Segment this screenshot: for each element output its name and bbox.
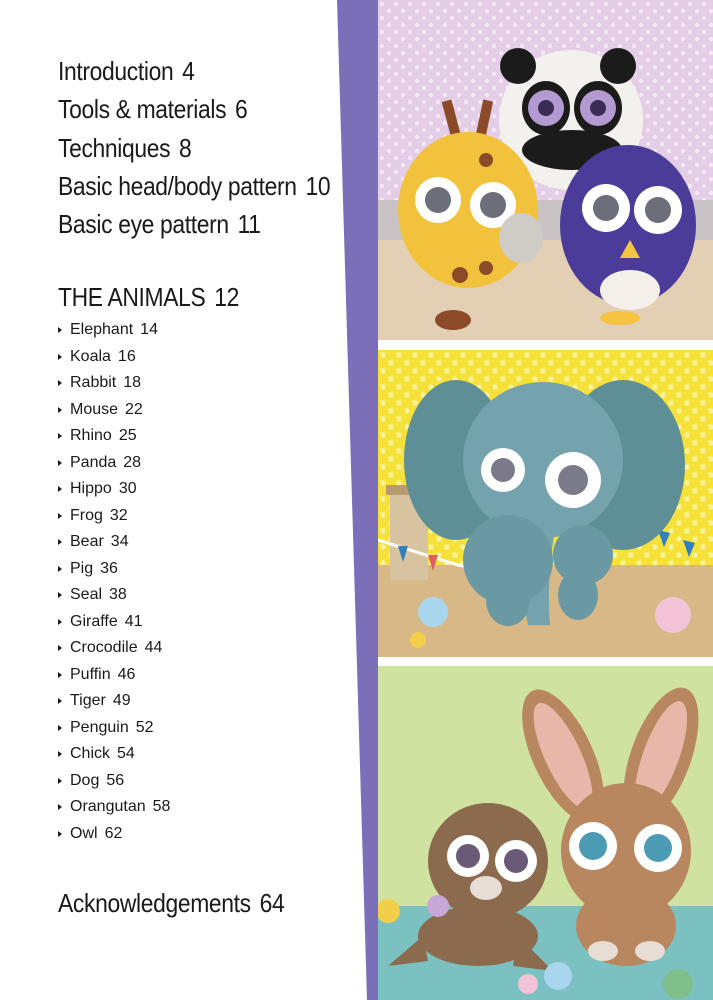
- toc-entry-techniques[interactable]: [58, 133, 191, 163]
- animal-list-item[interactable]: [58, 400, 170, 427]
- animal-title: Penguin: [70, 718, 129, 736]
- animal-page: 41: [124, 612, 143, 630]
- bullet-icon: [58, 354, 62, 360]
- animal-list: [58, 320, 170, 850]
- animal-list-item[interactable]: [58, 585, 170, 612]
- bullet-icon: [58, 433, 62, 439]
- toc-entry-tools-materials[interactable]: [58, 94, 247, 124]
- animal-page: 56: [106, 771, 125, 789]
- animal-title: Chick: [70, 745, 111, 762]
- animal-list-item[interactable]: [58, 744, 170, 771]
- animal-page: 49: [112, 692, 131, 709]
- animal-page: 34: [110, 533, 129, 550]
- animal-list-item[interactable]: [58, 532, 170, 559]
- animal-title: Puffin: [70, 665, 111, 683]
- animal-title: Pig: [70, 559, 94, 577]
- toc-entry-title: Techniques: [58, 133, 171, 163]
- bullet-icon: [58, 566, 62, 572]
- bullet-icon: [58, 619, 62, 625]
- animal-list-item[interactable]: [58, 479, 170, 506]
- animal-page: 54: [117, 745, 135, 762]
- toc-entry-basic-head-body[interactable]: [58, 171, 330, 201]
- toc-entry-page: 6: [235, 94, 248, 124]
- toc-section-the-animals[interactable]: [58, 282, 239, 312]
- animal-list-item[interactable]: [58, 824, 170, 851]
- animal-page: 30: [118, 480, 137, 497]
- animal-list-item[interactable]: [58, 718, 170, 745]
- toc-entry-page: 11: [237, 209, 261, 239]
- animal-title: Seal: [70, 586, 103, 603]
- animal-list-item[interactable]: [58, 797, 170, 824]
- toc-entry-page: 4: [182, 56, 195, 86]
- bullet-icon: [58, 513, 62, 519]
- animal-title: Koala: [70, 347, 111, 365]
- animal-list-item[interactable]: [58, 771, 170, 798]
- animal-list-item[interactable]: [58, 426, 170, 453]
- animal-title: Crocodile: [70, 639, 138, 656]
- bullet-icon: [58, 672, 62, 678]
- toc-section-title: THE ANIMALS: [58, 282, 206, 312]
- animal-title: Orangutan: [70, 798, 146, 815]
- panda-giraffe-penguin-photo: [378, 0, 713, 340]
- toc-entry-title: Basic eye pattern: [58, 209, 229, 239]
- animal-page: 22: [125, 400, 143, 418]
- animal-title: Rhino: [70, 427, 112, 444]
- animal-page: 44: [144, 639, 163, 656]
- bullet-icon: [58, 645, 62, 651]
- bullet-icon: [58, 725, 62, 731]
- animal-list-item[interactable]: [58, 691, 170, 718]
- toc-entry-title: Tools & materials: [58, 94, 227, 124]
- animal-list-item[interactable]: [58, 373, 170, 400]
- animal-page: 25: [118, 427, 137, 444]
- animal-list-item[interactable]: [58, 320, 170, 347]
- animal-list-item[interactable]: [58, 453, 170, 480]
- bullet-icon: [58, 804, 62, 810]
- animal-list-item[interactable]: [58, 665, 170, 692]
- animal-page: 46: [117, 665, 136, 683]
- toc-entry-page: 64: [259, 888, 285, 918]
- bullet-icon: [58, 539, 62, 545]
- bullet-icon: [58, 460, 62, 466]
- animal-page: 38: [109, 586, 127, 603]
- animal-page: 58: [152, 798, 171, 815]
- toc-entry-introduction[interactable]: [58, 56, 195, 86]
- toc-entry-basic-eye[interactable]: [58, 209, 261, 239]
- bullet-icon: [58, 778, 62, 784]
- animal-list-item[interactable]: [58, 347, 170, 374]
- animal-page: 52: [135, 718, 154, 736]
- bullet-icon: [58, 831, 62, 837]
- animal-page: 16: [117, 347, 136, 365]
- toc-entry-page: 8: [179, 133, 192, 163]
- animal-title: Giraffe: [70, 612, 118, 630]
- animal-title: Panda: [70, 453, 117, 471]
- animal-page: 14: [140, 321, 158, 338]
- animal-title: Dog: [70, 771, 100, 789]
- bullet-icon: [58, 486, 62, 492]
- animal-title: Rabbit: [70, 374, 117, 391]
- animal-title: Mouse: [70, 400, 119, 418]
- toc-entry-acknowledgements[interactable]: [58, 888, 284, 918]
- toc-section-page: 12: [214, 282, 239, 312]
- seal-rabbit-photo: [378, 666, 713, 1000]
- animal-title: Bear: [70, 533, 104, 550]
- toc-entry-page: 10: [305, 171, 331, 201]
- animal-title: Elephant: [70, 321, 134, 338]
- bullet-icon: [58, 751, 62, 757]
- animal-page: 18: [123, 374, 142, 391]
- animal-page: 62: [104, 824, 123, 842]
- animal-list-item[interactable]: [58, 506, 170, 533]
- animal-title: Frog: [70, 506, 103, 524]
- toc-entry-title: Acknowledgements: [58, 888, 251, 918]
- animal-list-item[interactable]: [58, 559, 170, 586]
- animal-list-item[interactable]: [58, 638, 170, 665]
- animal-title: Tiger: [70, 692, 106, 709]
- toc-entry-title: Basic head/body pattern: [58, 171, 297, 201]
- bullet-icon: [58, 407, 62, 413]
- animal-list-item[interactable]: [58, 612, 170, 639]
- animal-page: 36: [100, 559, 118, 577]
- bullet-icon: [58, 698, 62, 704]
- bullet-icon: [58, 327, 62, 333]
- animal-title: Owl: [70, 824, 98, 842]
- bullet-icon: [58, 592, 62, 598]
- animal-page: 28: [123, 453, 142, 471]
- bullet-icon: [58, 380, 62, 386]
- elephant-photo: [378, 350, 713, 657]
- animal-page: 32: [109, 506, 128, 524]
- animal-title: Hippo: [70, 480, 112, 497]
- toc-entry-title: Introduction: [58, 56, 174, 86]
